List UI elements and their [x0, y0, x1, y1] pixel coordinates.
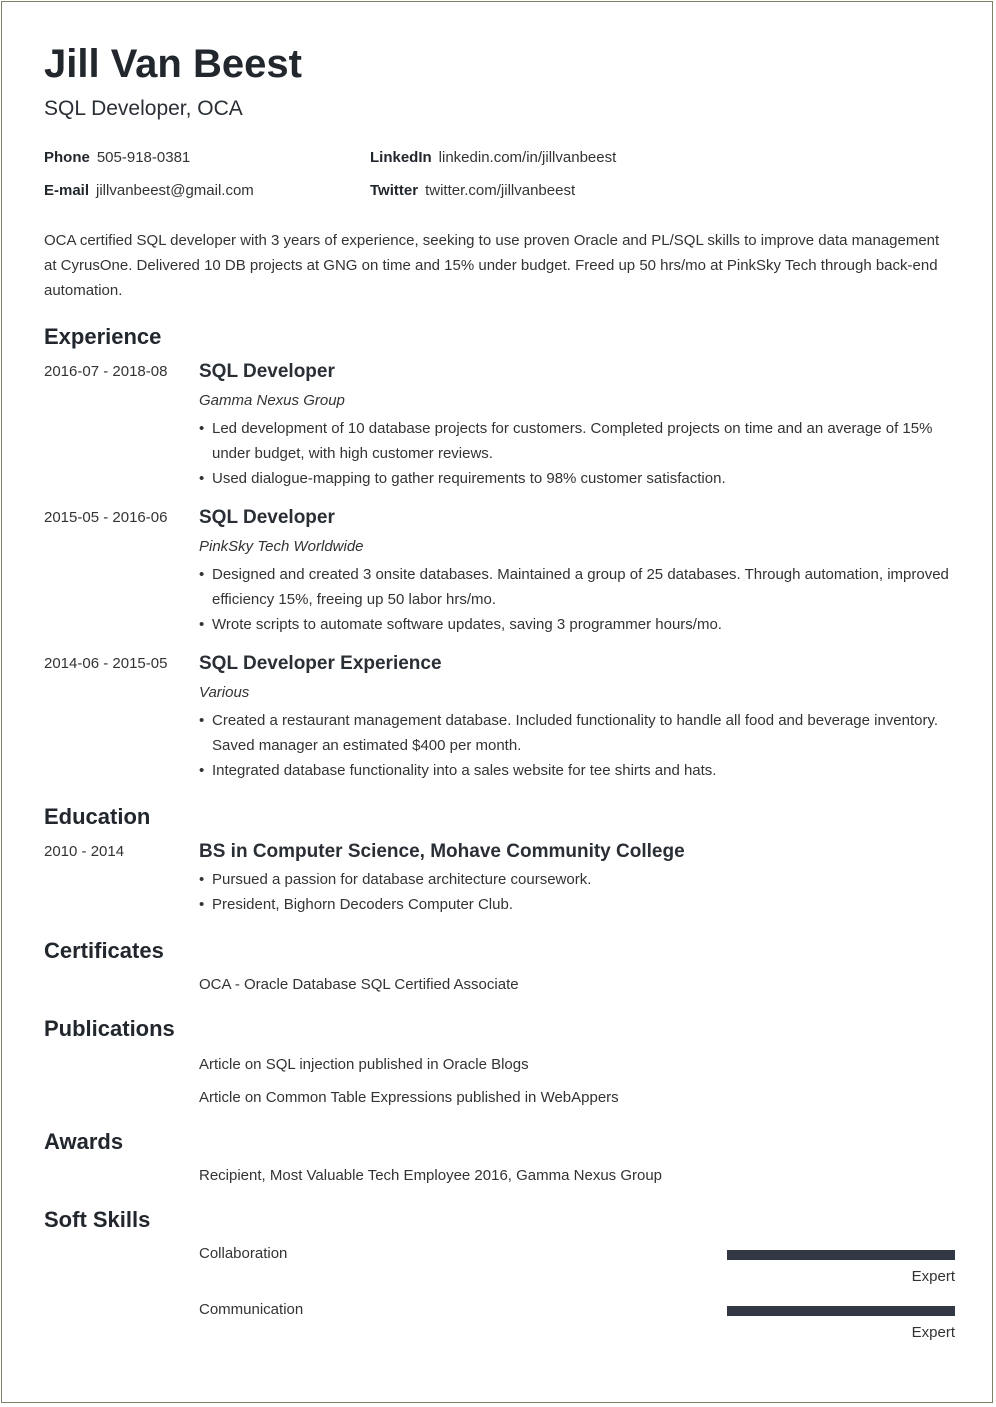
entry-role: SQL Developer — [199, 361, 335, 382]
resume-content — [44, 40, 956, 1356]
entry-role: SQL Developer Experience — [199, 653, 442, 674]
bullet-item: • Integrated database functionality into a sales website for tee shirts and hats. — [199, 758, 956, 783]
section-title: Publications — [44, 1016, 175, 1041]
soft-skills-section — [44, 1206, 956, 1356]
resume-page — [1, 1, 993, 1403]
contact-twitter — [370, 181, 575, 201]
email-value: jillvanbeest@gmail.com — [96, 182, 254, 199]
section-title: Certificates — [44, 938, 164, 963]
entry-org: Various — [199, 684, 250, 701]
contact-email — [44, 181, 254, 201]
phone-value: 505-918-0381 — [96, 149, 191, 166]
contact-phone — [44, 148, 190, 168]
entry-dates: 2014-06 - 2015-05 — [44, 655, 168, 672]
entry-role: SQL Developer — [199, 507, 335, 528]
bullet-item: • Used dialogue-mapping to gather requirements to 98% customer satisfaction. — [199, 466, 956, 491]
skill-level: Expert — [911, 1268, 955, 1285]
award-item: Recipient, Most Valuable Tech Employee 2016, Gamma Nexus Group — [199, 1167, 663, 1184]
education-section — [44, 803, 956, 917]
entry-dates: 2016-07 - 2018-08 — [44, 363, 168, 380]
twitter-value: twitter.com/jillvanbeest — [425, 182, 576, 199]
section-title: Experience — [44, 324, 162, 349]
experience-entry — [44, 359, 956, 491]
entry-org: PinkSky Tech Worldwide — [199, 538, 364, 555]
experience-entry — [44, 505, 956, 637]
contact-label: Twitter — [370, 182, 419, 199]
skill-row — [44, 1244, 956, 1300]
publication-item: Article on Common Table Expressions published in WebAppers — [199, 1089, 619, 1106]
candidate-title: SQL Developer, OCA — [44, 97, 243, 120]
experience-section — [44, 323, 956, 783]
entry-org: Gamma Nexus Group — [199, 392, 345, 409]
bullet-item: • Designed and created 3 onsite databases. Maintained a group of 25 databases. Through automation, improved efficiency 15%, freeing up 50 labor hrs/mo. — [199, 562, 956, 612]
skill-bar-fill — [727, 1306, 955, 1316]
awards-section — [44, 1128, 956, 1186]
linkedin-value: linkedin.com/in/jillvanbeest — [438, 149, 617, 166]
skill-bar — [727, 1306, 955, 1316]
bullet-item: • Pursued a passion for database architecture coursework. — [199, 867, 956, 892]
bullet-item: • Led development of 10 database projects for customers. Completed projects on time and an average of 15% under budget, with high customer reviews. — [199, 416, 956, 466]
skill-name: Collaboration — [199, 1245, 288, 1262]
certificate-item: OCA - Oracle Database SQL Certified Associate — [199, 976, 519, 993]
bullet-item: • President, Bighorn Decoders Computer Club. — [199, 892, 956, 917]
contact-info — [44, 142, 956, 212]
skill-level: Expert — [911, 1324, 955, 1341]
summary: OCA certified SQL developer with 3 years of experience, seeking to use proven Oracle and PL/SQL skills to improve data management at CyrusOne. Delivered 10 DB projects at GNG on time and 15% under budget. Freed up 50 hrs/mo at PinkSky Tech through back-end automation. — [44, 232, 940, 299]
entry-degree: BS in Computer Science, Mohave Community College — [199, 841, 685, 862]
education-entry — [44, 839, 956, 917]
publications-section — [44, 1015, 956, 1108]
publication-item: Article on SQL injection published in Oracle Blogs — [199, 1056, 529, 1073]
bullet-item: • Wrote scripts to automate software updates, saving 3 programmer hours/mo. — [199, 612, 956, 637]
entry-dates: 2015-05 - 2016-06 — [44, 509, 168, 526]
experience-entry — [44, 651, 956, 783]
contact-label: Phone — [44, 149, 90, 166]
contact-label: E-mail — [44, 182, 90, 199]
skill-bar — [727, 1250, 955, 1260]
entry-dates: 2010 - 2014 — [44, 843, 125, 860]
skill-bar-fill — [727, 1250, 955, 1260]
candidate-name: Jill Van Beest — [44, 42, 302, 86]
skill-name: Communication — [199, 1301, 304, 1318]
section-title: Education — [44, 804, 151, 829]
certificates-section — [44, 937, 956, 995]
bullet-item: • Created a restaurant management database. Included functionality to handle all food and beverage inventory. Saved manager an estimated $400 per month. — [199, 708, 956, 758]
section-title: Awards — [44, 1129, 124, 1154]
section-title: Soft Skills — [44, 1207, 151, 1232]
skill-row — [44, 1300, 956, 1356]
contact-linkedin — [370, 148, 616, 168]
contact-label: LinkedIn — [370, 149, 432, 166]
